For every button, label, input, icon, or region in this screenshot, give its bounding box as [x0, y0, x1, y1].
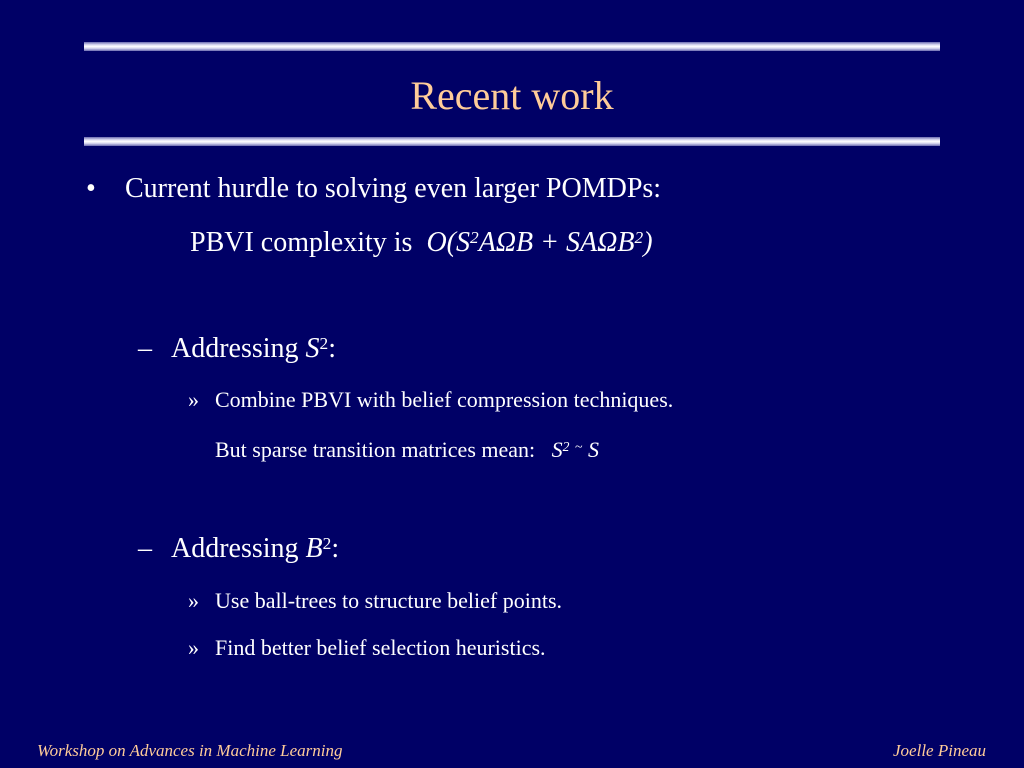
bullet-marker: •: [86, 173, 96, 204]
sub-marker: »: [188, 588, 199, 613]
sub-marker: »: [188, 387, 199, 412]
sparse-transition-line: But sparse transition matrices mean: $S^2$ ~ S: [215, 437, 600, 462]
title-rule-top: [84, 42, 940, 51]
addressing-s-heading: Addressing $S^2$:: [171, 333, 337, 364]
addressing-b-heading: Addressing $B^2$:: [171, 533, 340, 564]
ball-trees-item: Use ball-trees to structure belief points.: [215, 588, 563, 613]
combine-pbvi-item: Combine PBVI with belief compression techniques.: [215, 387, 674, 412]
complexity-label: PBVI complexity is: [190, 227, 413, 258]
dash-marker-s: –: [138, 333, 152, 364]
sub-marker: »: [188, 635, 199, 660]
approx-expression: $S^2$: [551, 437, 570, 462]
complexity-line: [190, 226, 653, 260]
belief-heuristics-item: Find better belief selection heuristics.: [215, 635, 546, 660]
slide-title: Recent work: [410, 73, 614, 118]
complexity-formula: $O(S^2A\Omega B + SA\Omega B^2)$: [426, 227, 653, 258]
bullet1-text: Current hurdle to solving even larger POMDPs:: [125, 173, 662, 204]
footer-author: Joelle Pineau: [893, 741, 986, 760]
title-rule-bottom: [84, 137, 940, 146]
footer-workshop: Workshop on Advances in Machine Learning: [37, 741, 343, 760]
dash-marker-b: –: [138, 533, 152, 564]
